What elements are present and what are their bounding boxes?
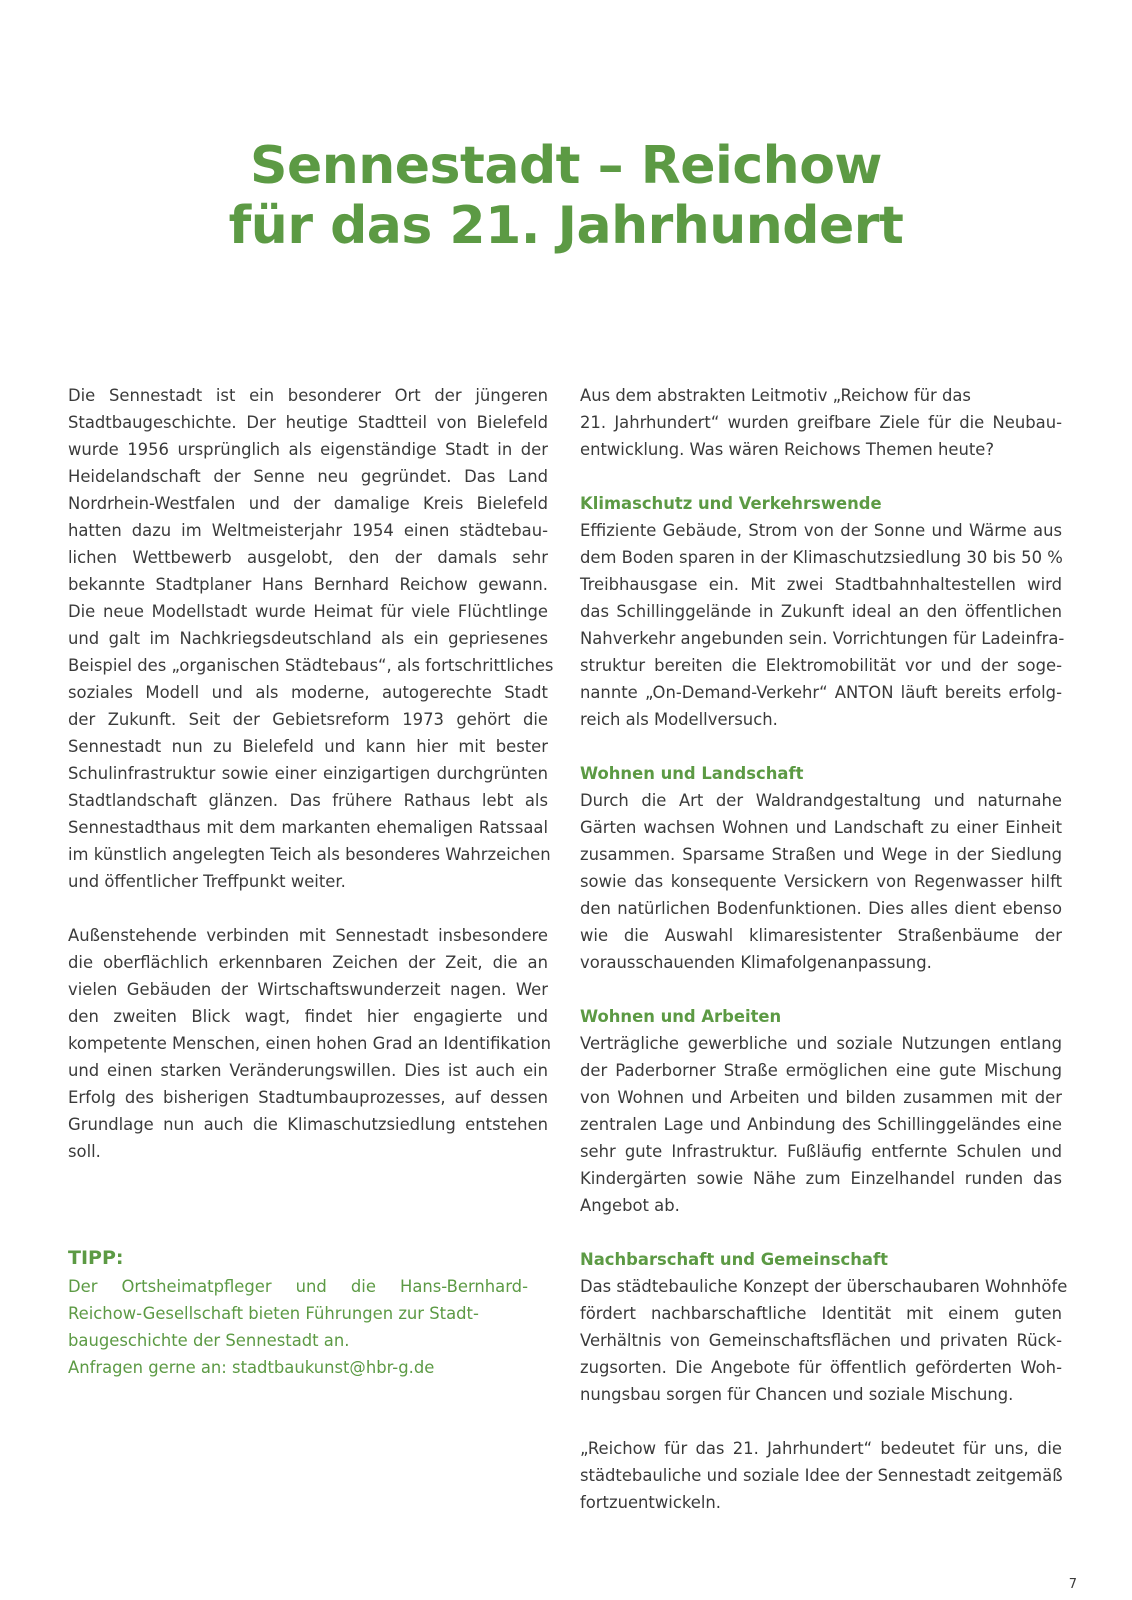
right-column [580, 382, 1068, 1543]
text-line: 21. Jahrhundert“ wurden greifbare Ziele für die Neubau- [580, 413, 1062, 432]
title-line-1: Sennestadt – Reichow [250, 136, 882, 196]
text-line: Die Sennestadt ist ein besonderer Ort der jüngeren [68, 386, 548, 405]
text-line: Stadtlandschaft glänzen. Das frühere Rathaus lebt als [68, 791, 548, 810]
text-line: struktur bereiten die Elektromobilität vor und der soge- [580, 656, 1062, 675]
text-line: Beispiel des „organischen Städtebaus“, als fortschrittliches [68, 656, 554, 675]
section-heading: Nachbarschaft und Gemeinschaft [580, 1250, 888, 1269]
section-wohnen-landschaft [580, 760, 1062, 976]
text-line: reich als Modellversuch. [580, 710, 778, 729]
text-line: Schulinfrastruktur sowie einer einzigartigen durchgrünten [68, 764, 548, 783]
text-line: kompetente Menschen, einen hohen Grad an Identifikation [68, 1034, 552, 1053]
text-line: bekannte Stadtplaner Hans Bernhard Reichow gewann. [68, 575, 548, 594]
section-wohnen-arbeiten [580, 1003, 1062, 1219]
section-heading: Wohnen und Landschaft [580, 764, 804, 783]
section-heading: Klimaschutz und Verkehrswende [580, 494, 882, 513]
closing-paragraph [580, 1435, 1062, 1516]
tipp-line: Reichow-Gesellschaft bieten Führungen zur Stadt- [68, 1304, 479, 1323]
text-line: nannte „On-Demand-Verkehr“ ANTON läuft bereits erfolg- [580, 683, 1062, 702]
right-intro-paragraph [580, 382, 1062, 463]
text-line: sowie das konsequente Versickern von Regenwasser hilft [580, 872, 1062, 891]
text-line: Außenstehende verbinden mit Sennestadt insbesondere [68, 926, 548, 945]
tipp-line: Der Ortsheimatpfleger und die Hans-Bernhard- [68, 1277, 528, 1296]
text-line: entwicklung. Was wären Reichows Themen heute? [580, 440, 995, 459]
text-line: lichen Wettbewerb ausgelobt, den der damals sehr [68, 548, 548, 567]
text-line: Grundlage nun auch die Klimaschutzsiedlung entstehen [68, 1115, 548, 1134]
text-line: Verhältnis von Gemeinschaftsflächen und privaten Rück- [580, 1331, 1062, 1350]
text-line: Effiziente Gebäude, Strom von der Sonne und Wärme aus [580, 521, 1062, 540]
tipp-title: TIPP: [68, 1247, 124, 1269]
text-line: soziales Modell und als moderne, autogerechte Stadt [68, 683, 548, 702]
text-line: sehr gute Infrastruktur. Fußläufig entfernte Schulen und [580, 1142, 1062, 1161]
text-line: und galt im Nachkriegsdeutschland als ein gepriesenes [68, 629, 548, 648]
text-line: zusammen. Sparsame Straßen und Wege in der Siedlung [580, 845, 1062, 864]
text-line: Treibhausgase ein. Mit zwei Stadtbahnhaltestellen wird [580, 575, 1062, 594]
text-line: zentralen Lage und Anbindung des Schillinggeländes eine [580, 1115, 1062, 1134]
text-line: Angebot ab. [580, 1196, 680, 1215]
text-line: den natürlichen Bodenfunktionen. Dies alles dient ebenso [580, 899, 1062, 918]
text-line: vorausschauenden Klimafolgenanpassung. [580, 953, 932, 972]
text-line: Die neue Modellstadt wurde Heimat für viele Flüchtlinge [68, 602, 548, 621]
text-line: die oberflächlich erkennbaren Zeichen der Zeit, die an [68, 953, 548, 972]
text-line: nungsbau sorgen für Chancen und soziale Mischung. [580, 1385, 1014, 1404]
text-line: Gärten wachsen Wohnen und Landschaft zu einer Einheit [580, 818, 1062, 837]
text-line: der Zukunft. Seit der Gebietsreform 1973 gehört die [68, 710, 548, 729]
left-column [68, 382, 554, 1192]
text-line: wurde 1956 ursprünglich als eigenständige Stadt in der [68, 440, 548, 459]
text-line: fortzuentwickeln. [580, 1493, 721, 1512]
text-line: Kindergärten sowie Nähe zum Einzelhandel runden das [580, 1169, 1062, 1188]
text-line: Sennestadt nun zu Bielefeld und kann hier mit bester [68, 737, 548, 756]
text-line: der Paderborner Straße ermöglichen eine gute Mischung [580, 1061, 1062, 1080]
section-nachbarschaft [580, 1246, 1068, 1408]
text-line: hatten dazu im Weltmeisterjahr 1954 einen städtebau- [68, 521, 548, 540]
text-line: vielen Gebäuden der Wirtschaftswunderzeit nagen. Wer [68, 980, 548, 999]
text-line: Verträgliche gewerbliche und soziale Nutzungen entlang [580, 1034, 1062, 1053]
second-paragraph [68, 922, 552, 1165]
page-title [0, 136, 1132, 256]
intro-paragraph [68, 382, 554, 895]
text-line: Durch die Art der Waldrandgestaltung und naturnahe [580, 791, 1062, 810]
text-line: dem Boden sparen in der Klimaschutzsiedlung 30 bis 50 % [580, 548, 1063, 567]
text-line: und einen starken Veränderungswillen. Dies ist auch ein [68, 1061, 548, 1080]
text-line: Sennestadthaus mit dem markanten ehemaligen Ratssaal [68, 818, 548, 837]
tipp-box [68, 1244, 528, 1381]
text-line: soll. [68, 1142, 101, 1161]
tipp-line: baugeschichte der Sennestadt an. [68, 1331, 350, 1350]
text-line: Heidelandschaft der Senne neu gegründet. Das Land [68, 467, 548, 486]
text-line: städtebauliche und soziale Idee der Sennestadt zeitgemäß [580, 1466, 1063, 1485]
text-line: den zweiten Blick wagt, findet hier engagierte und [68, 1007, 548, 1026]
text-line: „Reichow für das 21. Jahrhundert“ bedeutet für uns, die [580, 1439, 1062, 1458]
text-line: im künstlich angelegten Teich als besonderes Wahrzeichen [68, 845, 551, 864]
title-line-2: für das 21. Jahrhundert [228, 196, 904, 256]
page-number: 7 [1068, 1577, 1077, 1592]
text-line: Nahverkehr angebunden sein. Vorrichtungen für Ladeinfra- [580, 629, 1065, 648]
tipp-contact-line: Anfragen gerne an: stadtbaukunst@hbr-g.de [68, 1358, 435, 1377]
text-line: wie die Auswahl klimaresistenter Straßenbäume der [580, 926, 1062, 945]
text-line: von Wohnen und Arbeiten und bilden zusammen mit der [580, 1088, 1062, 1107]
text-line: fördert nachbarschaftliche Identität mit einem guten [580, 1304, 1062, 1323]
text-line: zugsorten. Die Angebote für öffentlich geförderten Woh- [580, 1358, 1062, 1377]
text-line: Stadtbaugeschichte. Der heutige Stadtteil von Bielefeld [68, 413, 548, 432]
text-line: das Schillinggelände in Zukunft ideal an den öffentlichen [580, 602, 1062, 621]
text-line: und öffentlicher Treffpunkt weiter. [68, 872, 346, 891]
section-heading: Wohnen und Arbeiten [580, 1007, 782, 1026]
text-line: Erfolg des bisherigen Stadtumbauprozesses, auf dessen [68, 1088, 548, 1107]
text-line: Aus dem abstrakten Leitmotiv „Reichow für das [580, 386, 971, 405]
section-klimaschutz [580, 490, 1065, 733]
text-line: Das städtebauliche Konzept der überschaubaren Wohnhöfe [580, 1277, 1068, 1296]
text-line: Nordrhein-Westfalen und der damalige Kreis Bielefeld [68, 494, 548, 513]
